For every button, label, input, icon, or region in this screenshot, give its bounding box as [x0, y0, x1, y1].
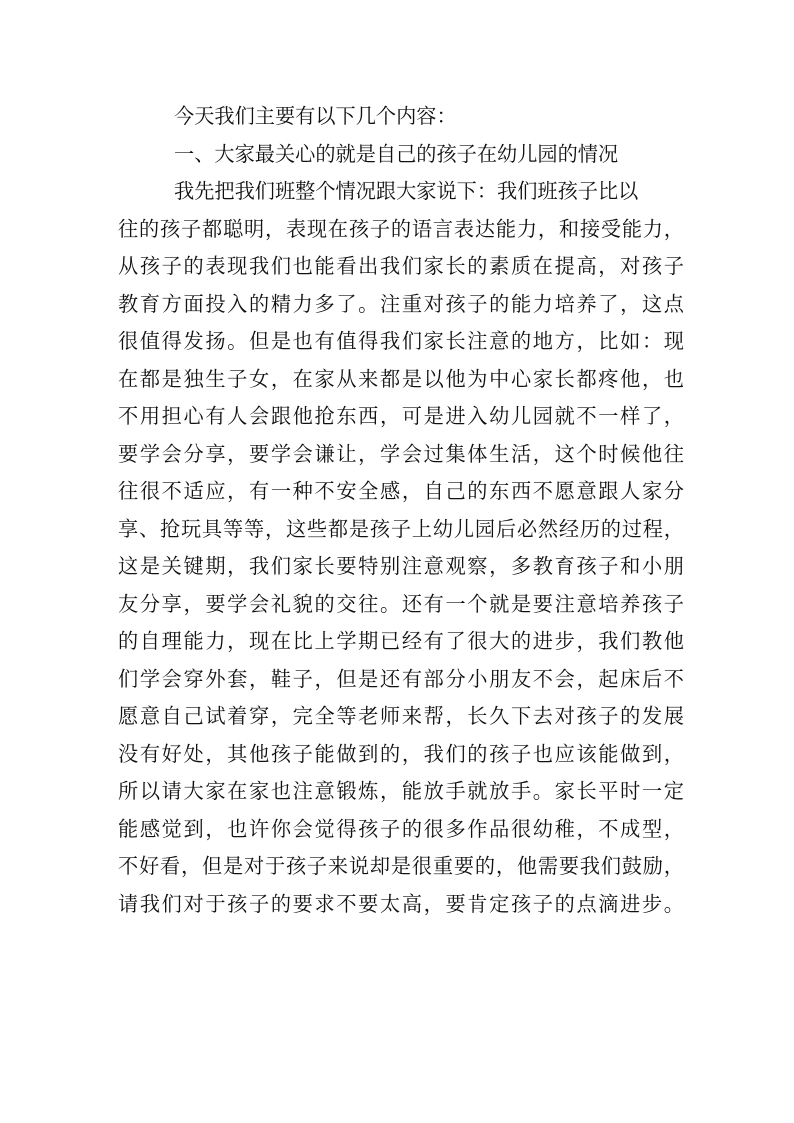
- paragraph-line: 往很不适应，有一种不安全感，自己的东西不愿意跟人家分: [118, 479, 684, 503]
- paragraph-line: 很值得发扬。但是也有值得我们家长注意的地方，比如：现: [118, 329, 684, 353]
- paragraph-line: 要学会分享，要学会谦让，学会过集体生活，这个时候他往: [118, 441, 684, 466]
- paragraph-line: 这是关键期，我们家长要特别注意观察，多教育孩子和小朋: [118, 554, 684, 578]
- paragraph-line: 们学会穿外套，鞋子，但是还有部分小朋友不会，起床后不: [118, 666, 684, 691]
- paragraph-line: 友分享，要学会礼貌的交往。还有一个就是要注意培养孩子: [118, 591, 684, 616]
- paragraph-line: 不用担心有人会跟他抢东西，可是进入幼儿园就不一样了，: [118, 404, 684, 428]
- paragraph-line: 没有好处，其他孩子能做到的，我们的孩子也应该能做到，: [118, 741, 684, 766]
- paragraph-line: 能感觉到，也许你会觉得孩子的很多作品很幼稚，不成型，: [118, 816, 684, 841]
- section-heading: 一、大家最关心的就是自己的孩子在幼儿园的情况: [174, 141, 619, 166]
- paragraph-line: 的自理能力，现在比上学期已经有了很大的进步，我们教他: [118, 629, 684, 653]
- paragraph-line: 享、抢玩具等等，这些都是孩子上幼儿园后必然经历的过程，: [118, 516, 684, 541]
- paragraph-line: 请我们对于孩子的要求不要太高，要肯定孩子的点滴进步。: [118, 891, 684, 916]
- paragraph-line: 我先把我们班整个情况跟大家说下：我们班孩子比以: [174, 179, 639, 203]
- text-line-intro: 今天我们主要有以下几个内容：: [174, 104, 457, 128]
- paragraph-line: 往的孩子都聪明，表现在孩子的语言表达能力，和接受能力，: [118, 216, 684, 241]
- paragraph-line: 所以请大家在家也注意锻炼，能放手就放手。家长平时一定: [118, 779, 684, 803]
- paragraph-line: 教育方面投入的精力多了。注重对孩子的能力培养了，这点: [118, 291, 684, 316]
- paragraph-line: 在都是独生子女，在家从来都是以他为中心家长都疼他，也: [118, 366, 684, 391]
- body-text: [118, 98, 684, 923]
- paragraph-line: 不好看，但是对于孩子来说却是很重要的，他需要我们鼓励，: [118, 854, 684, 878]
- paragraph-line: 愿意自己试着穿，完全等老师来帮，长久下去对孩子的发展: [118, 704, 684, 728]
- paragraph-line: 从孩子的表现我们也能看出我们家长的素质在提高，对孩子: [118, 254, 684, 278]
